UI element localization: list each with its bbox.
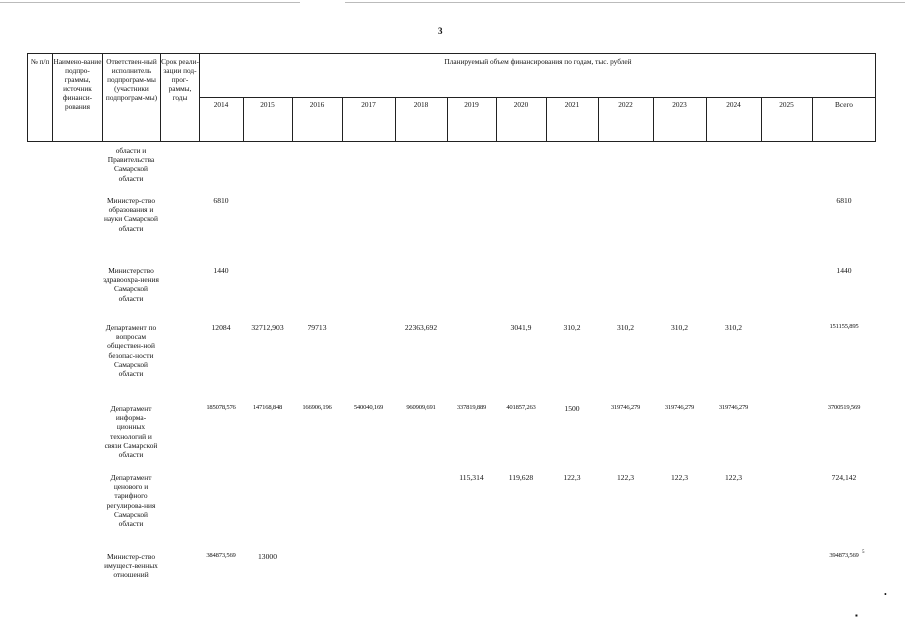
row-value: 6810 xyxy=(836,196,852,205)
row-value: 13000 xyxy=(258,552,277,561)
row-value: 32712,903 xyxy=(251,323,284,332)
row-value: 960909,691 xyxy=(406,404,436,411)
row-value: 122,3 xyxy=(563,473,581,482)
row-value: 319746,279 xyxy=(664,404,695,411)
row-executor: области и Правительства Самарской области xyxy=(107,146,155,183)
row-value: 147168,848 xyxy=(252,404,283,411)
row-executor: Министерство здравоохра-нения Самарской области xyxy=(103,266,159,303)
row-value: 337819,889 xyxy=(456,404,487,411)
row-value: 310,2 xyxy=(670,323,689,332)
header-executor: Ответствен-ный исполнитель подпрограм-мы (участники подпрограм-мы) xyxy=(105,57,158,102)
header-year-7: 2021 xyxy=(564,100,580,109)
row-value: 319746,279 xyxy=(610,404,641,411)
row-value: 394873,569 xyxy=(829,552,859,559)
row-value: 1500 xyxy=(564,404,580,413)
row-value: 540040,169 xyxy=(353,404,384,411)
row-value: 185078,576 xyxy=(206,404,236,411)
row-value: 3700519,569 xyxy=(827,404,861,411)
header-year-11: 2025 xyxy=(779,100,794,109)
row-value: 401857,263 xyxy=(506,404,536,411)
row-value: 79713 xyxy=(307,323,327,332)
row-value: 724,142 xyxy=(831,473,857,482)
row-value: 122,3 xyxy=(616,473,635,482)
row-value: 166906,196 xyxy=(302,404,332,411)
row-value: 310,2 xyxy=(616,323,635,332)
row-value: 1440 xyxy=(836,266,852,275)
header-year-8: 2022 xyxy=(618,100,633,109)
row-executor: Департамент по вопросам обществен-ной безопас-ности Самарской области xyxy=(105,323,157,379)
scan-artifact: ▪ xyxy=(855,611,858,620)
row-value: 151155,895 xyxy=(829,323,859,330)
row-value: 12084 xyxy=(211,323,231,332)
header-year-5: 2019 xyxy=(464,100,479,109)
row-value: 119,628 xyxy=(508,473,534,482)
row-value: 6810 xyxy=(213,196,229,205)
row-executor: Департамент ценового и тарифного регулирова-ния Самарской области xyxy=(106,473,156,529)
row-value: 319746,279 xyxy=(718,404,749,411)
row-executor: Департамент информа-ционных технологий и связи Самарской области xyxy=(104,404,158,460)
row-executor: Министер-ство образования и науки Самарской области xyxy=(104,196,158,233)
row-value: 115,314 xyxy=(459,473,484,482)
row-value: 310,2 xyxy=(563,323,581,332)
header-year-12: Всего xyxy=(835,100,853,109)
header-year-4: 2018 xyxy=(413,100,429,109)
row-value: 384873,569 xyxy=(206,552,236,559)
header-number: № п/п xyxy=(30,57,50,66)
row-value: 1440 xyxy=(213,266,229,275)
header-term: Срок реали-зации под-прог-раммы, годы xyxy=(161,57,199,102)
header-year-0: 2014 xyxy=(213,100,229,109)
row-value: 122,3 xyxy=(724,473,743,482)
header-year-2: 2016 xyxy=(309,100,325,109)
header-year-6: 2020 xyxy=(513,100,529,109)
footnote-mark: 5 xyxy=(862,550,865,555)
page-number: 3 xyxy=(438,26,443,36)
row-value: 122,3 xyxy=(670,473,689,482)
row-value: 22363,692 xyxy=(404,323,438,332)
row-value: 3041,9 xyxy=(510,323,532,332)
row-value: 310,2 xyxy=(724,323,743,332)
header-year-3: 2017 xyxy=(361,100,376,109)
header-year-9: 2023 xyxy=(672,100,687,109)
row-executor: Министер-ство имущест-венных отношений xyxy=(104,552,158,580)
header-year-1: 2015 xyxy=(260,100,275,109)
scan-artifact: • xyxy=(884,590,887,599)
header-subprogram-name: Наимено-вание подпро-граммы, источник финанси-рования xyxy=(53,57,102,111)
header-year-10: 2024 xyxy=(726,100,741,109)
header-funding: Планируемый объем финансирования по годам, тыс. рублей xyxy=(444,57,632,66)
